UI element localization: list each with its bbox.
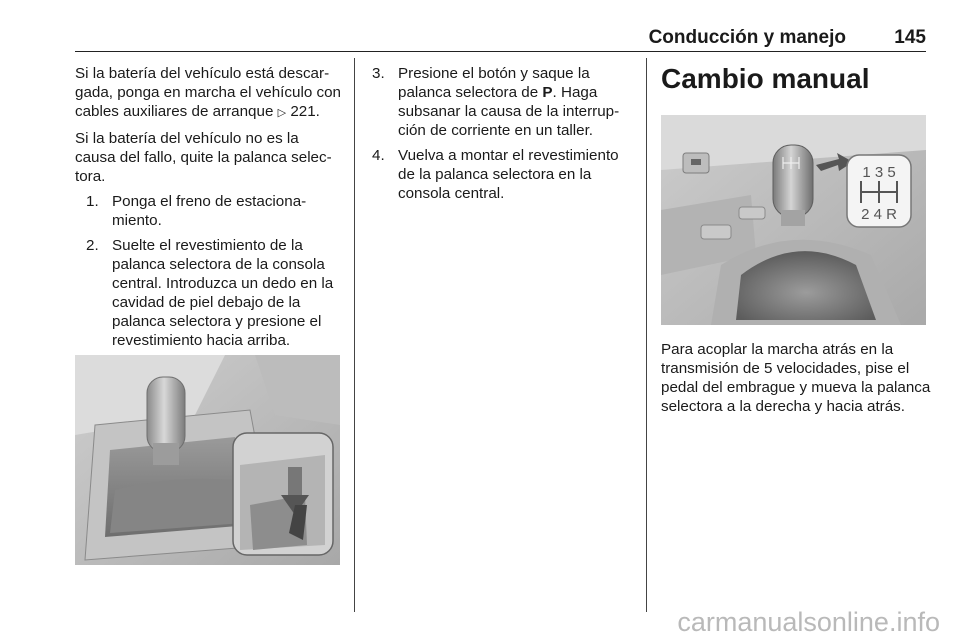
reference-arrow-icon: ▷ [277,107,287,119]
steps-list [372,64,634,203]
page-header [75,27,926,52]
list-item: 3. Presione el botón y saque la palanca selectora de P. Haga subsanar la causa de la interrupción de corriente en un taller. [372,65,620,139]
steps-list [75,192,343,350]
section-heading: Cambio manual [661,63,870,94]
page-number: 145 [894,27,926,48]
paragraph: Si la batería del vehículo no es la causa del fallo, quite la palanca selectora. [75,130,332,185]
gear-pattern-top: 1 3 5 [862,164,896,181]
column-1 [75,64,343,356]
list-item: 2. Suelte el revestimiento de la palanca selectora de la consola central. Introduzca un dedo en la cavidad de piel debajo de la palanca selectora y presione el revestimiento hacia arriba. [86,237,334,349]
section-title: Conducción y manejo [648,27,846,48]
watermark: carmanualsonline.info [677,607,940,637]
reference-link[interactable]: ▷ 221. [277,103,320,120]
manual-gear-lever-illustration [661,115,926,325]
list-item: 4. Vuelva a montar el revestimiento de la palanca selectora en la consola central. [372,147,619,202]
selector-lever-illustration [75,355,340,565]
list-item: 1. Ponga el freno de estacionamiento. [86,193,307,229]
column-divider [354,58,355,612]
column-2 [372,64,634,209]
column-divider [646,58,647,612]
paragraph: Si la batería del vehículo está descargada, ponga en marcha el vehículo con cables auxiliares de arranque ▷ 221. [75,65,341,120]
gear-pattern-bottom: 2 4 R [861,206,897,223]
paragraph: Para acoplar la marcha atrás en la transmisión de 5 velocidades, pise el pedal del embrague y mueva la palanca selectora a la derecha y hacia atrás. [661,341,931,415]
